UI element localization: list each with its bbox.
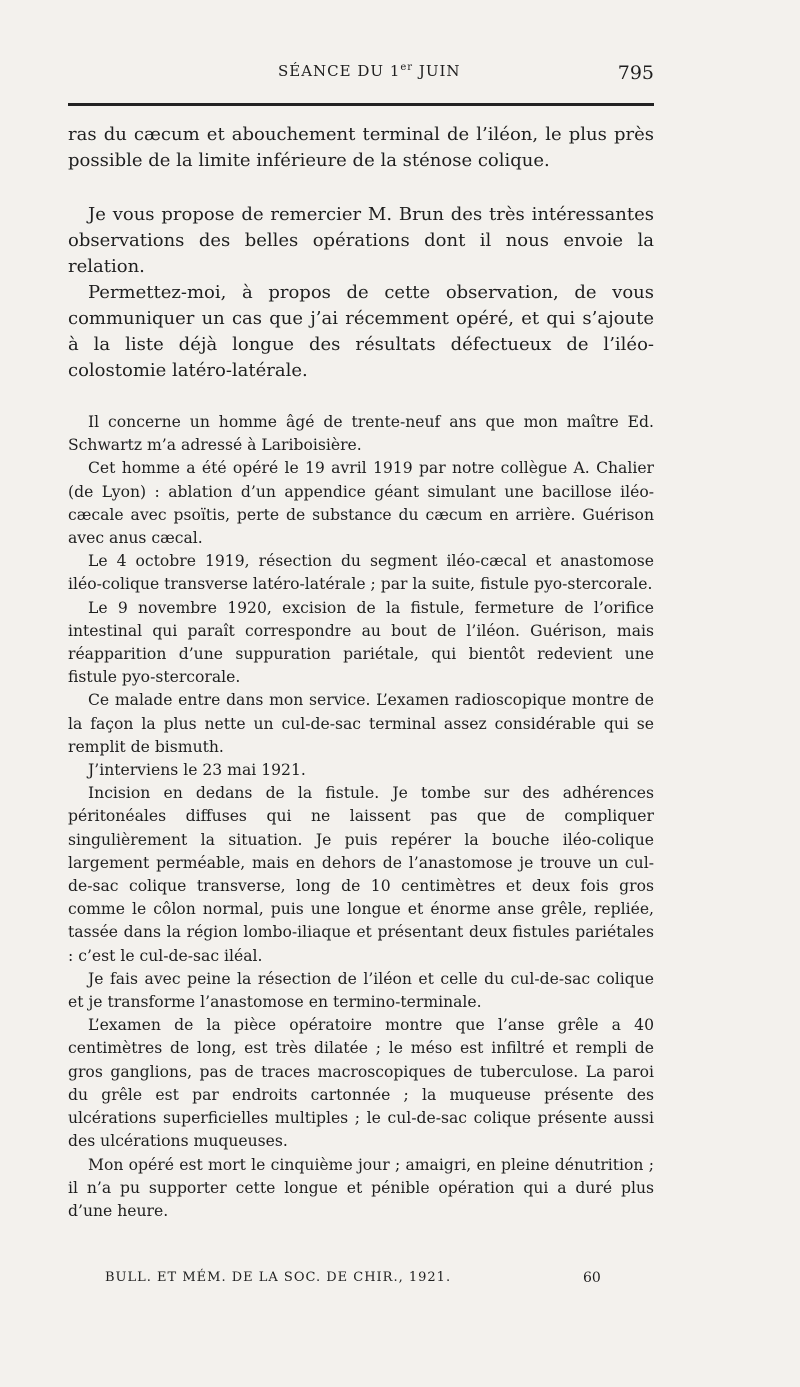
paragraph-1: ras du cæcum et abouchement terminal de l’iléon, le plus près possible de la limite inférieure de la sténose colique. — [68, 124, 654, 171]
page-footer — [105, 1270, 605, 1285]
case-paragraph-9: L’examen de la pièce opératoire montre que l’anse grêle a 40 centimètres de long, est très dilatée ; le méso est infiltré et rempli de gros ganglions, pas de traces macroscopiques de tuberculose. La paroi du grêle est par endroits cartonnée ; la muqueuse présente des ulcérations superficielles multiples ; le cul-de-sac colique présente aussi des ulcérations muqueuses. — [68, 1016, 654, 1151]
running-header — [68, 62, 654, 86]
case-paragraph-4: Le 9 novembre 1920, excision de la fistule, fermeture de l’orifice intestinal qui paraît correspondre au bout de l’iléon. Guérison, mais réapparition d’une suppuration pariétale, qui bientôt redevient une fistule pyo-stercorale. — [68, 598, 654, 687]
header-title: SÉANCE DU 1er JUIN — [278, 62, 461, 80]
case-paragraph-6: J’interviens le 23 mai 1921. — [88, 761, 306, 780]
case-paragraph-10: Mon opéré est mort le cinquième jour ; amaigri, en pleine dénutrition ; il n’a pu supporter cette longue et pénible opération qui a duré plus d’une heure. — [68, 1155, 654, 1220]
paragraph-1-block — [68, 122, 654, 174]
case-paragraph-3: Le 4 octobre 1919, résection du segment iléo-cæcal et anastomose iléo-colique transverse latéro-latérale ; par la suite, fistule pyo-stercorale. — [68, 552, 654, 594]
case-paragraph-2: Cet homme a été opéré le 19 avril 1919 par notre collègue A. Chalier (de Lyon) : ablation d’un appendice géant simulant une bacillose iléo-cæcale avec psoïtis, perte de substance du cæcum en arrière. Guérison avec anus cæcal. — [68, 459, 654, 548]
paragraph-3-block — [68, 280, 654, 384]
case-report — [68, 411, 654, 1223]
footer-journal: BULL. ET MÉM. DE LA SOC. DE CHIR., 1921. — [105, 1270, 452, 1285]
case-paragraph-1: Il concerne un homme âgé de trente-neuf ans que mon maître Ed. Schwartz m’a adressé à Lariboisière. — [68, 413, 654, 455]
paragraph-2: Je vous propose de remercier M. Brun des très intéressantes observations des belles opérations dont il nous envoie la relation. — [68, 204, 654, 277]
header-rule — [68, 103, 654, 106]
paragraph-2-block — [68, 202, 654, 280]
footer-signature: 60 — [583, 1270, 601, 1286]
case-paragraph-5: Ce malade entre dans mon service. L’examen radioscopique montre de la façon la plus nette un cul-de-sac terminal assez considérable qui se remplit de bismuth. — [68, 691, 654, 756]
case-paragraph-8: Je fais avec peine la résection de l’iléon et celle du cul-de-sac colique et je transforme l’anastomose en termino-terminale. — [68, 969, 654, 1012]
page-number: 795 — [617, 62, 654, 84]
paragraph-3: Permettez-moi, à propos de cette observation, de vous communiquer un cas que j’ai récemment opéré, et qui s’ajoute à la liste déjà longue des résultats défectueux de l’iléo-colostomie latéro-latérale. — [68, 282, 654, 381]
case-paragraph-7: Incision en dedans de la fistule. Je tombe sur des adhérences péritonéales diffuses qui ne laissent pas que de compliquer singulièrement la situation. Je puis repérer la bouche iléo-colique largement perméable, mais en dehors de l’anastomose je trouve un cul-de-sac colique transverse, long de 10 centimètres et deux fois gros comme le côlon normal, puis une longue et énorme anse grêle, repliée, tassée dans la région lombo-iliaque et présentant deux fistules pariétales : c’est le cul-de-sac iléal. — [68, 784, 654, 965]
